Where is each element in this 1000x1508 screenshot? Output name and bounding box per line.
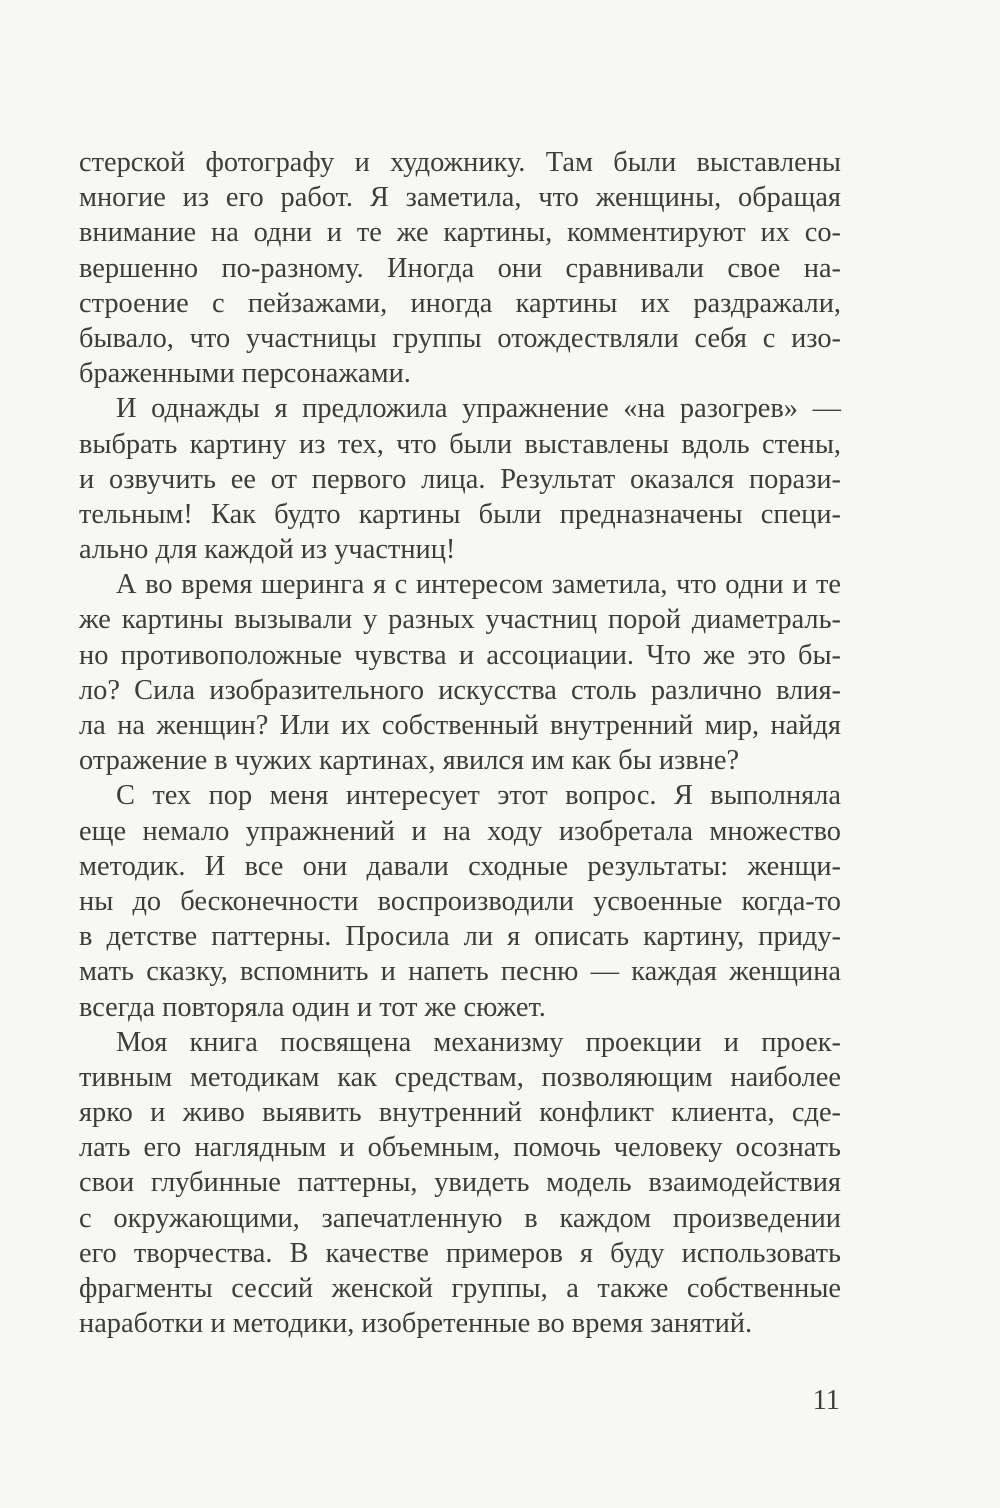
text-line: мать сказку, вспомнить и напеть песню — каждая женщина <box>79 956 841 988</box>
text-line: внимание на одни и те же картины, комментируют их со- <box>79 217 841 249</box>
text-line: стерской фотографу и художнику. Там были выставлены <box>79 147 841 178</box>
text-line: наработки и методики, изобретенные во время занятий. <box>79 1308 753 1340</box>
text-line: ло? Сила изобразительного искусства столь различно влия- <box>79 674 841 706</box>
text-line: строение с пейзажами, иногда картины их раздражали, <box>79 287 841 319</box>
text-line: тельным! Как будто картины были предназначены специ- <box>79 498 841 530</box>
text-line: И однажды я предложила упражнение «на разогрев» — <box>116 393 841 425</box>
text-line: свои глубинные паттерны, увидеть модель взаимодействия <box>79 1167 841 1199</box>
text-line: А во время шеринга я с интересом заметила, что одни и те <box>116 569 841 601</box>
text-line: ны до бесконечности воспроизводили усвоенные когда-то <box>79 885 841 917</box>
paragraph-2 <box>79 391 841 567</box>
text-line: фрагменты сессий женской группы, а также собственные <box>79 1273 841 1304</box>
page-number: 11 <box>812 1385 840 1416</box>
text-line: ярко и живо выявить внутренний конфликт клиента, сде- <box>79 1097 841 1129</box>
body-text <box>79 145 841 1341</box>
text-line: С тех пор меня интересует этот вопрос. Я выполняла <box>116 780 841 812</box>
text-line: ально для каждой из участниц! <box>79 534 456 566</box>
text-line: его творчества. В качестве примеров я буду использовать <box>79 1237 841 1269</box>
paragraph-5 <box>79 1025 841 1342</box>
text-line: в детстве паттерны. Просила ли я описать картину, приду- <box>79 921 841 953</box>
text-line: выбрать картину из тех, что были выставлены вдоль стены, <box>79 428 841 460</box>
text-line: же картины вызывали у разных участниц порой диаметраль- <box>79 604 841 636</box>
text-line: браженными персонажами. <box>79 358 411 390</box>
paragraph-3 <box>79 567 841 778</box>
text-line: ла на женщин? Или их собственный внутренний мир, найдя <box>79 710 841 741</box>
text-line: бывало, что участницы группы отождествляли себя с изо- <box>79 322 841 354</box>
text-line: но противоположные чувства и ассоциации. Что же это бы- <box>79 639 841 671</box>
text-line: методик. И все они давали сходные результаты: женщи- <box>79 850 841 882</box>
paragraph-4 <box>79 778 841 1024</box>
text-line: с окружающими, запечатленную в каждом произведении <box>79 1202 841 1234</box>
text-line: многие из его работ. Я заметила, что женщины, обращая <box>79 182 841 214</box>
paragraph-1 <box>79 145 841 391</box>
text-line: еще немало упражнений и на ходу изобретала множество <box>79 815 841 847</box>
text-line: отражение в чужих картинах, явился им как бы извне? <box>79 745 740 777</box>
text-line: вершенно по-разному. Иногда они сравнивали свое на- <box>79 252 841 284</box>
text-line: тивным методикам как средствам, позволяющим наиболее <box>79 1061 841 1093</box>
text-line: Моя книга посвящена механизму проекции и проек- <box>116 1026 841 1058</box>
text-line: лать его наглядным и объемным, помочь человеку осознать <box>79 1132 841 1164</box>
text-line: всегда повторяла один и тот же сюжет. <box>79 991 546 1023</box>
text-line: и озвучить ее от первого лица. Результат оказался порази- <box>79 463 841 495</box>
